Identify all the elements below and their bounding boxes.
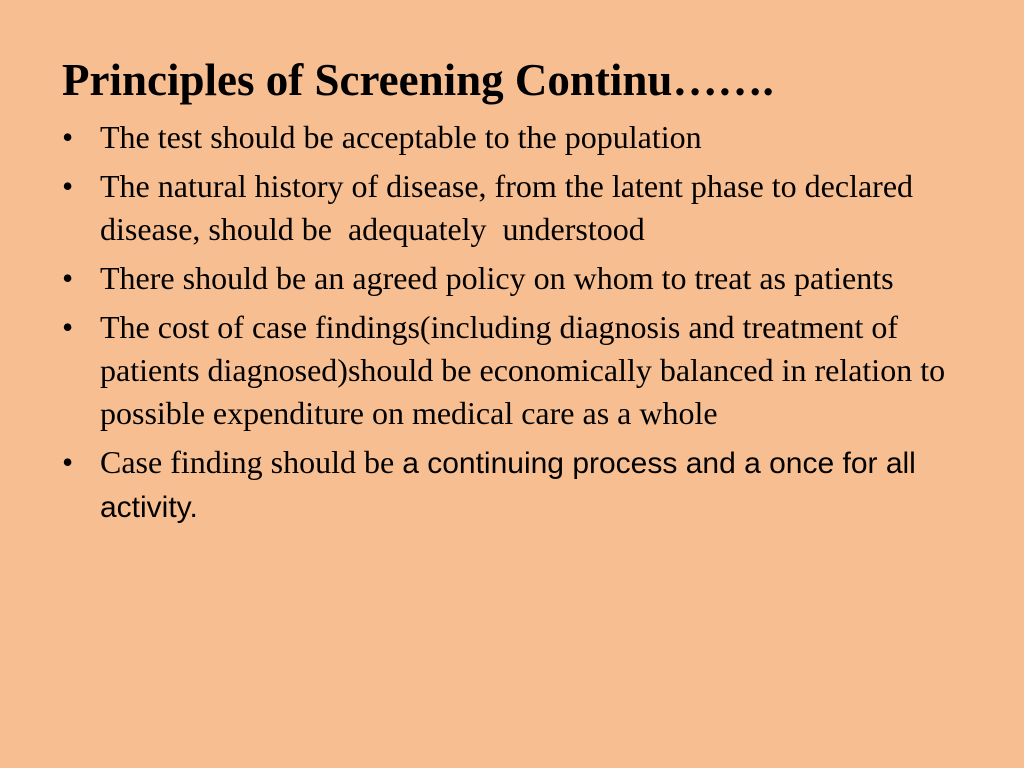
bullet-text: The cost of case findings(including diagnosis and treatment of patients diagnosed)should be economically balanced in relation to possible expenditure on medical care as a whole <box>100 309 954 431</box>
bullet-text-sans-part: a continuing process and a once for all activity. <box>100 447 925 524</box>
bullet-text: The natural history of disease, from the latent phase to declared disease, should be adequately understood <box>100 168 922 247</box>
bullet-marker: • <box>62 168 74 204</box>
bullet-text-serif-part: Case finding should be <box>100 444 403 480</box>
bullet-item <box>62 257 972 300</box>
bullet-item <box>62 441 972 529</box>
bullet-item <box>62 165 972 251</box>
bullet-text <box>100 441 972 529</box>
slide-title: Principles of Screening Continu……. <box>62 55 774 105</box>
bullet-marker: • <box>62 444 74 480</box>
bullet-list <box>62 116 972 535</box>
bullet-text: The test should be acceptable to the population <box>100 119 702 155</box>
bullet-marker: • <box>62 309 74 345</box>
bullet-item <box>62 116 972 159</box>
bullet-marker: • <box>62 119 74 155</box>
bullet-marker: • <box>62 260 74 296</box>
bullet-item <box>62 306 972 435</box>
bullet-text: There should be an agreed policy on whom to treat as patients <box>100 260 894 296</box>
